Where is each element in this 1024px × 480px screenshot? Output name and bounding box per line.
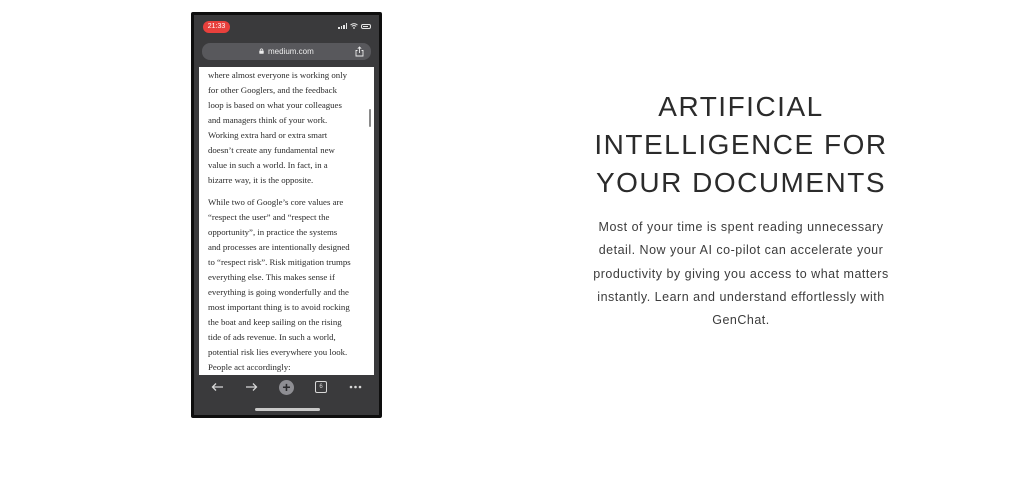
headline-line: ARTIFICIAL <box>658 91 824 122</box>
signal-icon <box>338 23 347 29</box>
arrow-right-icon[interactable] <box>244 379 260 395</box>
scrollbar-thumb[interactable] <box>369 109 371 127</box>
tabs-button[interactable] <box>313 379 329 395</box>
article-paragraph: where almost everyone is working only for other Googlers, and the feedback loop is based on what your colleagues and managers think of your work. Working extra hard or extra smart doesn’t create any fundamental new value in such a world. In fact, in a bizarre way, it is the opposite. <box>208 70 348 185</box>
headline-line: YOUR DOCUMENTS <box>595 167 887 198</box>
arrow-left-icon[interactable] <box>209 379 225 395</box>
description-line: GenChat. <box>712 313 770 328</box>
phone-screen <box>194 15 379 415</box>
article-content[interactable] <box>199 67 374 375</box>
tabs-count: 6 <box>315 381 327 393</box>
browser-toolbar <box>194 376 379 398</box>
ellipsis-icon[interactable] <box>348 379 364 395</box>
battery-icon <box>361 24 371 29</box>
phone-mockup <box>191 12 382 418</box>
new-tab-button[interactable] <box>278 379 294 395</box>
description-line: instantly. Learn and understand effortlessly with <box>597 289 885 304</box>
headline-line: INTELLIGENCE FOR <box>594 129 888 160</box>
hero-headline <box>568 88 914 202</box>
status-time: 21:33 <box>203 21 230 33</box>
url-text: medium.com <box>268 47 314 56</box>
lock-icon <box>259 48 264 54</box>
wifi-icon <box>350 23 358 29</box>
share-icon[interactable] <box>355 46 364 57</box>
article-paragraph: While two of Google’s core values are “respect the user” and “respect the opportunity”, in practice the systems and processes are intentionally designed to “respect risk”. Risk mitigation trumps everything else. This makes sense if everything is going wonderfully and the most important thing is to avoid rocking the boat and keep sailing on the rising tide of ads revenue. In such a world, potential risk lies everywhere you look. People act accordingly: <box>208 197 351 372</box>
home-indicator[interactable] <box>255 408 320 411</box>
description-line: detail. Now your AI co-pilot can accelerate your <box>598 243 884 258</box>
status-icons <box>338 23 371 29</box>
address-bar[interactable] <box>202 43 371 60</box>
hero-description <box>583 216 899 332</box>
article-text <box>208 68 374 375</box>
description-line: productivity by giving you access to what matters <box>593 266 889 281</box>
description-line: Most of your time is spent reading unnecessary <box>598 220 884 234</box>
status-bar <box>194 15 379 39</box>
plus-icon: + <box>279 380 294 395</box>
